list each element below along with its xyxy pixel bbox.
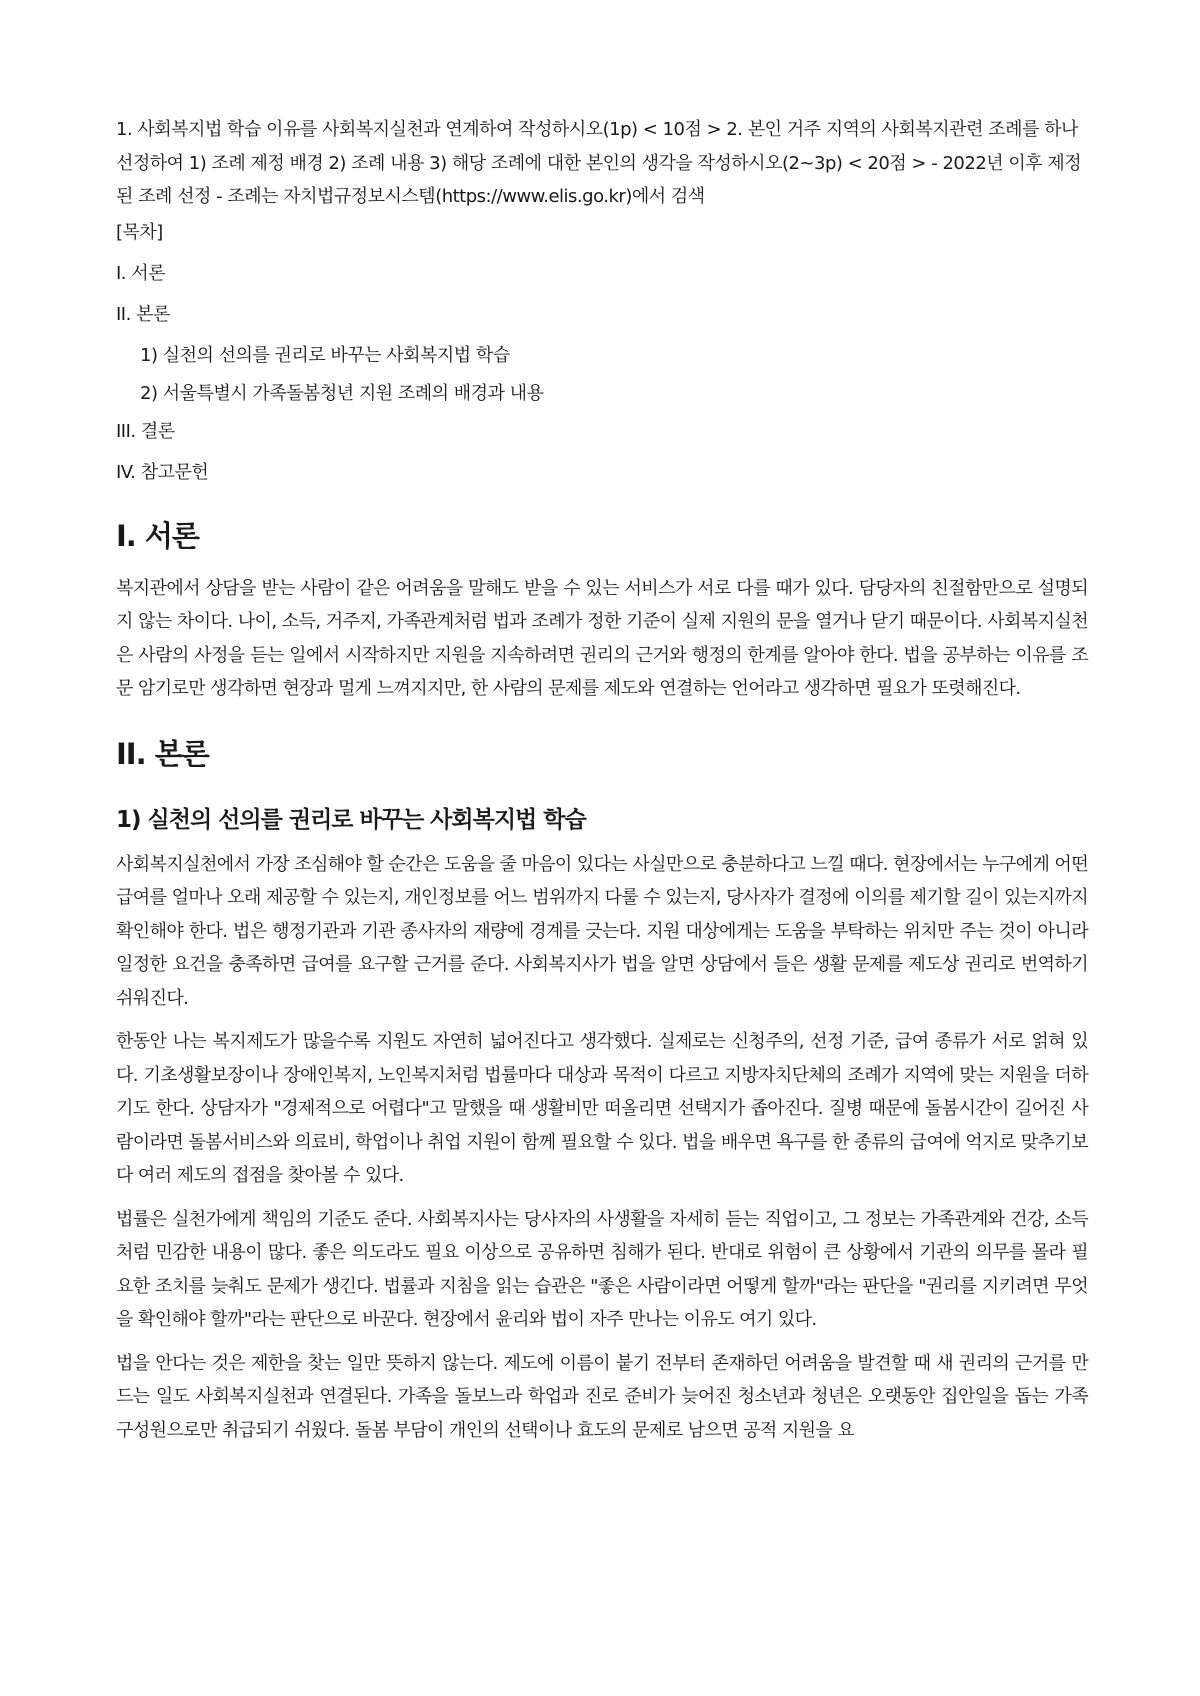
body-paragraph: 법을 안다는 것은 제한을 찾는 일만 뜻하지 않는다. 제도에 이름이 붙기 전부터 존재하던 어려움을 발견할 때 새 권리의 근거를 만드는 일도 사회복지실천과 연결된다. 가족을 돌보느라 학업과 진로 준비가 늦어진 청소년과 청년은 오랫동안 집안일을 돕는 가족 구성원으로만 취급되기 쉬웠다. 돌봄 부담이 개인의 선택이나 효도의 문제로 남으면 공적 지원을 요 <box>116 1352 1088 1441</box>
toc-title: [목차] <box>116 221 163 243</box>
body-heading: II. 본론 <box>116 736 209 771</box>
body-paragraph: 법률은 실천가에게 책임의 기준도 준다. 사회복지사는 당사자의 사생활을 자세히 듣는 직업이고, 그 정보는 가족관계와 건강, 소득처럼 민감한 내용이 많다. 좋은 의도라도 필요 이상으로 공유하면 침해가 된다. 반대로 위험이 큰 상황에서 기관의 의무를 몰라 필요한 조치를 늦춰도 문제가 생긴다. 법률과 지침을 읽는 습관은 "좋은 사람이라면 어떻게 할까"라는 판단을 "권리를 지키려면 무엇을 확인해야 할까"라는 판단으로 바꾼다. 현장에서 윤리와 법이 자주 만나는 이유도 여기 있다. <box>116 1208 1088 1330</box>
toc-item-body: II. 본론 <box>116 303 170 325</box>
intro-paragraph: 복지관에서 상담을 받는 사람이 같은 어려움을 말해도 받을 수 있는 서비스가 서로 다를 때가 있다. 담당자의 친절함만으로 설명되지 않는 차이다. 나이, 소득, 거주지, 가족관계처럼 법과 조례가 정한 기준이 실제 지원의 문을 열거나 닫기 때문이다. 사회복지실천은 사람의 사정을 듣는 일에서 시작하지만 지원을 지속하려면 권리의 근거와 행정의 한계를 알아야 한다. 법을 공부하는 이유를 조문 암기로만 생각하면 현장과 멀게 느껴지지만, 한 사람의 문제를 제도와 연결하는 언어라고 생각하면 필요가 또렷해진다. <box>116 577 1088 699</box>
body-paragraph: 한동안 나는 복지제도가 많을수록 지원도 자연히 넓어진다고 생각했다. 실제로는 신청주의, 선정 기준, 급여 종류가 서로 얽혀 있다. 기초생활보장이나 장애인복지, 노인복지처럼 법률마다 대상과 목적이 다르고 지방자치단체의 조례가 지역에 맞는 지원을 더하기도 한다. 상담자가 "경제적으로 어렵다"고 말했을 때 생활비만 떠올리면 선택지가 좁아진다. 질병 때문에 돌봄시간이 길어진 사람이라면 돌봄서비스와 의료비, 학업이나 취업 지원이 함께 필요할 수 있다. 법을 배우면 욕구를 한 종류의 급여에 억지로 맞추기보다 여러 제도의 접점을 찾아볼 수 있다. <box>116 1031 1088 1186</box>
toc-item-conclusion: III. 결론 <box>116 420 175 442</box>
intro-heading: I. 서론 <box>116 518 199 553</box>
toc-item-intro: I. 서론 <box>116 262 166 284</box>
table-of-contents <box>116 219 1088 487</box>
body-paragraph: 사회복지실천에서 가장 조심해야 할 순간은 도움을 줄 마음이 있다는 사실만으로 충분하다고 느낄 때다. 현장에서는 누구에게 어떤 급여를 얼마나 오래 제공할 수 있는지, 개인정보를 어느 범위까지 다룰 수 있는지, 당사자가 결정에 이의를 제기할 길이 있는지까지 확인해야 한다. 법은 행정기관과 기관 종사자의 재량에 경계를 긋는다. 지원 대상에게는 도움을 부탁하는 위치만 주는 것이 아니라 일정한 요건을 충족하면 급여를 요구할 근거를 준다. 사회복지사가 법을 알면 상담에서 들은 생활 문제를 제도상 권리로 번역하기 쉬워진다. <box>116 853 1088 1009</box>
assignment-prompt: 1. 사회복지법 학습 이유를 사회복지실천과 연계하여 작성하시오(1p) < 10점 > 2. 본인 거주 지역의 사회복지관련 조례를 하나 선정하여 1) 조례 제정 배경 2) 조례 내용 3) 해당 조례에 대한 본인의 생각을 작성하시오(2~3p) < 20점 > - 2022년 이후 제정된 조례 선정 - 조례는 자치법규정보시스템(https://www.elis.go.kr)에서 검색 <box>116 119 1082 207</box>
body-sub1-heading: 1) 실천의 선의를 권리로 바꾸는 사회복지법 학습 <box>116 806 586 833</box>
toc-item-references: IV. 참고문헌 <box>116 461 209 483</box>
toc-item-body-sub2: 2) 서울특별시 가족돌봄청년 지원 조례의 배경과 내용 <box>140 382 544 404</box>
toc-item-body-sub1: 1) 실천의 선의를 권리로 바꾸는 사회복지법 학습 <box>140 344 510 366</box>
